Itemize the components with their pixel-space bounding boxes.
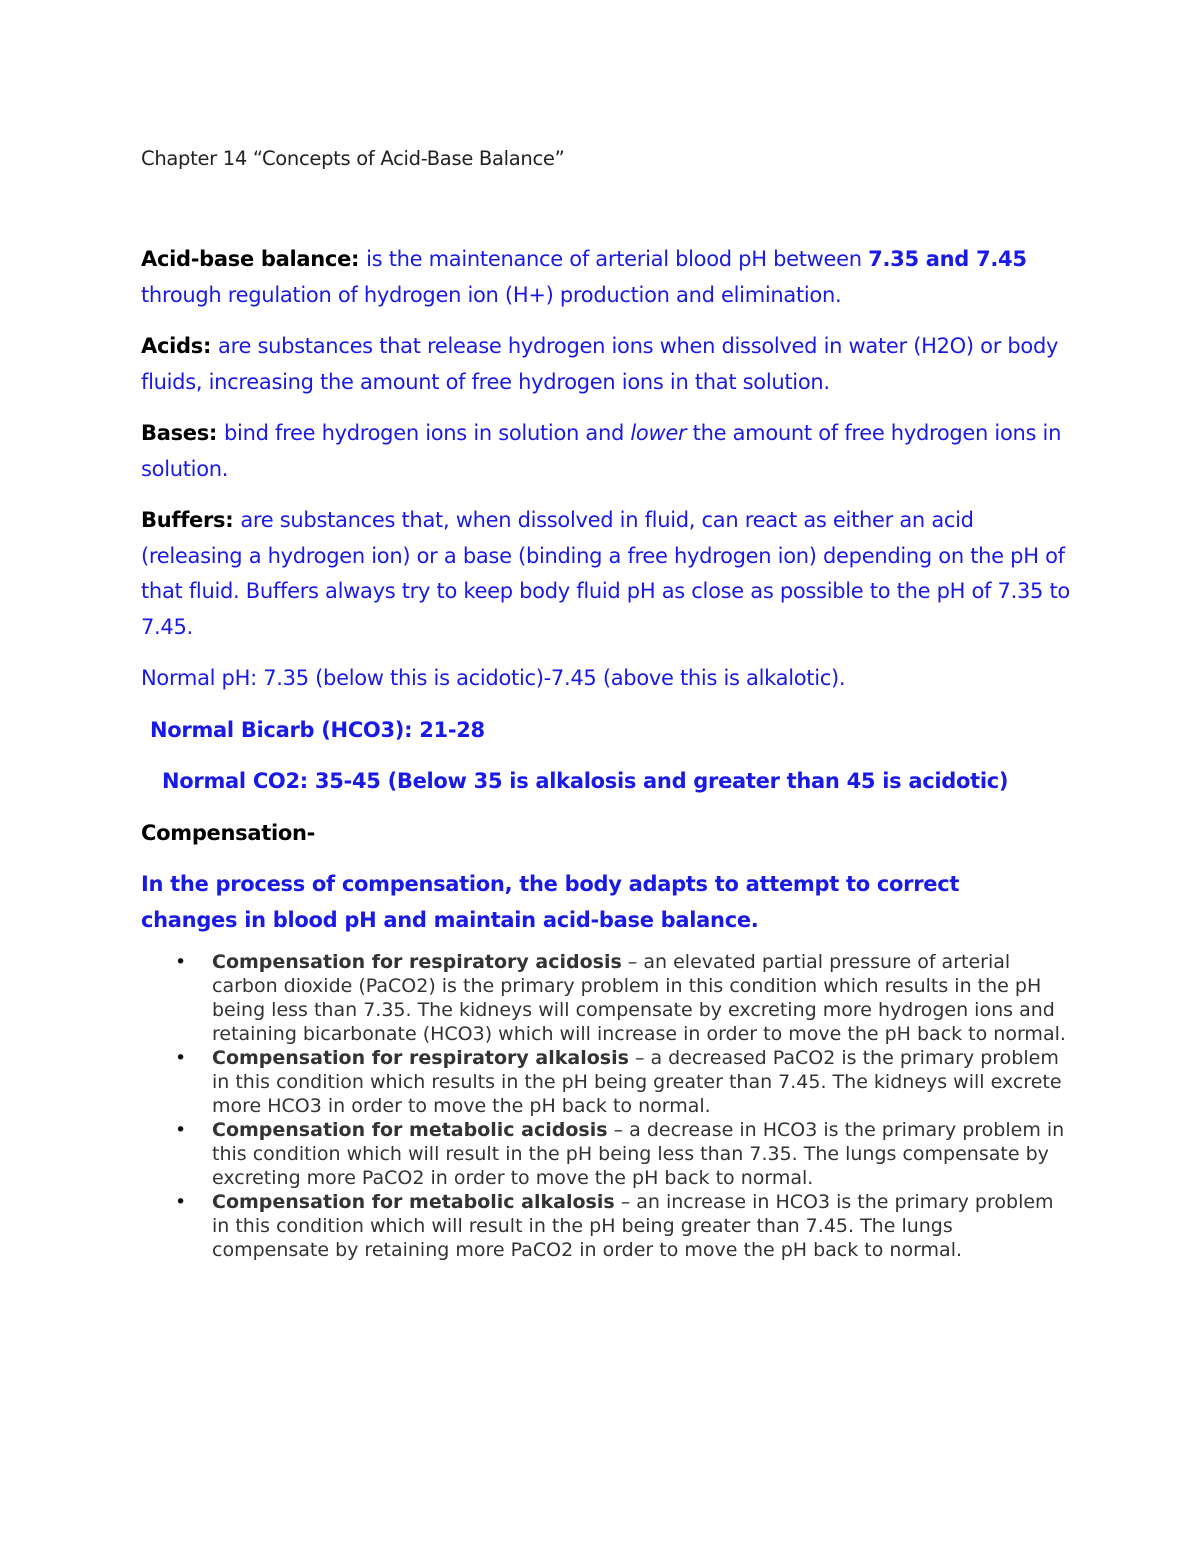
bullet-icon: • — [175, 1047, 187, 1069]
compensation-heading: Compensation- — [141, 820, 316, 845]
definition-acid-base-balance — [141, 242, 1071, 313]
ph-range-value: 7.35 and 7.45 — [868, 247, 1027, 271]
chapter-title: Chapter 14 “Concepts of Acid-Base Balance” — [141, 147, 565, 170]
bullet-text: – a decreased PaCO2 is the primary problem in this condition which results in the pH being greater than 7.45. The kidneys will excrete more HCO3 in order to move the pH back to normal. — [212, 1047, 1062, 1117]
definition-bases — [141, 416, 1071, 487]
term-separator: : — [208, 421, 225, 445]
term-bases: Bases — [141, 421, 209, 445]
term-separator: : — [225, 508, 241, 532]
compensation-intro: In the process of compensation, the body adapts to attempt to correct changes in blood pH and maintain acid-base balance. — [141, 872, 960, 932]
definition-text: is the maintenance of arterial blood pH between — [366, 247, 869, 271]
bullet-text: – an increase in HCO3 is the primary problem in this condition which will result in the pH being greater than 7.45. The lungs compensate by retaining more PaCO2 in order to move the pH back to normal. — [212, 1191, 1054, 1261]
list-item — [141, 950, 1071, 1046]
bullet-text: – a decrease in HCO3 is the primary problem in this condition which will result in the pH being less than 7.35. The lungs compensate by excreting more PaCO2 in order to move the pH back to normal. — [212, 1119, 1065, 1189]
bullet-heading: Compensation for respiratory acidosis — [212, 951, 622, 973]
normal-bicarb-line: Normal Bicarb (HCO3): 21-28 — [150, 717, 485, 742]
definition-text: are substances that, when dissolved in fluid, can react as either an acid (releasing a hydrogen ion) or a base (binding a free hydrogen ion) depending on the pH of that fluid. Buffers always try to keep body fluid pH as close as possible to the pH of 7.35 to 7.45. — [141, 508, 1070, 639]
definition-text-rest: through regulation of hydrogen ion (H+) production and elimination. — [141, 282, 842, 307]
compensation-list — [141, 950, 1071, 1262]
normal-co2-line: Normal CO2: 35-45 (Below 35 is alkalosis and greater than 45 is acidotic) — [162, 769, 1009, 793]
bullet-heading: Compensation for metabolic alkalosis — [212, 1191, 615, 1213]
term-acid-base-balance: Acid-base balance — [141, 247, 352, 271]
term-buffers: Buffers — [141, 508, 226, 532]
term-separator: : — [351, 247, 367, 271]
bullet-icon: • — [175, 1191, 187, 1213]
definition-text: bind free hydrogen ions in solution and — [224, 421, 631, 445]
bullet-heading: Compensation for respiratory alkalosis — [212, 1047, 629, 1069]
bullet-icon: • — [175, 951, 187, 973]
document-content — [141, 142, 1071, 1262]
definition-text-after: the amount of free hydrogen ions in solution. — [141, 421, 1062, 481]
bullet-heading: Compensation for metabolic acidosis — [212, 1119, 608, 1141]
list-item — [141, 1118, 1071, 1190]
definition-buffers — [141, 503, 1071, 645]
term-acids: Acids — [141, 334, 203, 358]
definition-text: are substances that release hydrogen ions when dissolved in water (H2O) or body fluids, increasing the amount of free hydrogen ions in that solution. — [141, 334, 1059, 394]
bullet-icon: • — [175, 1119, 187, 1141]
term-separator: : — [202, 334, 219, 358]
normal-ph-line: Normal pH: 7.35 (below this is acidotic)-7.45 (above this is alkalotic). — [141, 666, 846, 690]
list-item — [141, 1046, 1071, 1118]
emphasis-lower: lower — [630, 421, 687, 445]
bullet-text: – an elevated partial pressure of arterial carbon dioxide (PaCO2) is the primary problem in this condition which results in the pH being less than 7.35. The kidneys will compensate by excreting more hydrogen ions and retaining bicarbonate (HCO3) which will increase in order to move the pH back to normal. — [212, 951, 1066, 1045]
definition-acids — [141, 329, 1071, 400]
list-item — [141, 1190, 1071, 1262]
